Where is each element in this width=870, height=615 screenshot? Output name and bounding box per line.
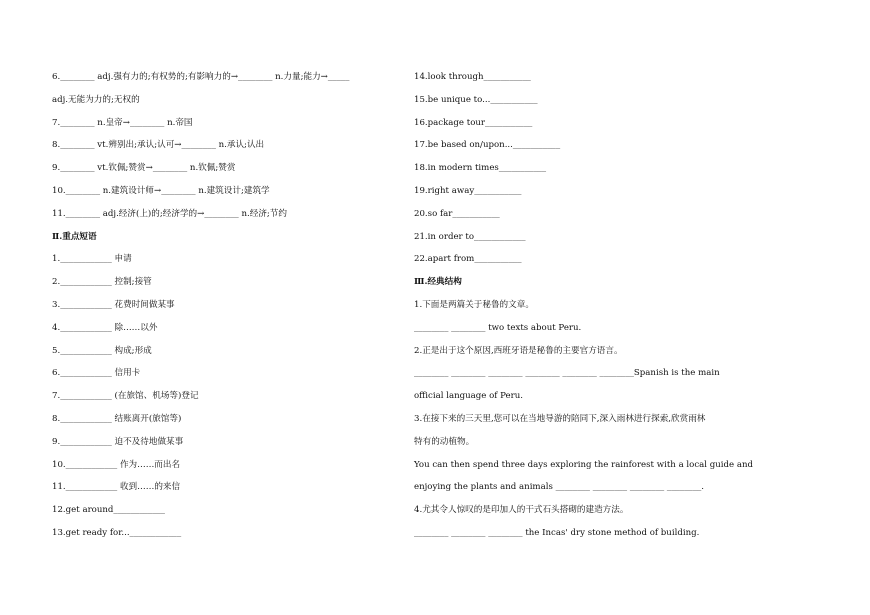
right-line: ________ ________ ________ ________ ________ ________Spanish is the main bbox=[414, 368, 720, 379]
left-line: 7.________ n.皇帝→________ n.帝国 bbox=[52, 117, 193, 128]
right-line: 4.尤其令人惊叹的是印加人的干式石头搭砌的建造方法。 bbox=[414, 505, 629, 516]
left-line: 8.____________ 结账离开(旅馆等) bbox=[52, 414, 182, 424]
right-line: 3.在接下来的三天里,您可以在当地导游的陪同下,深入雨林进行探索,欣赏雨林 bbox=[414, 414, 706, 424]
right-line: 17.be based on/upon...___________ bbox=[414, 140, 561, 151]
right-line: ________ ________ two texts about Peru. bbox=[414, 322, 582, 333]
left-line: 9.________ vt.钦佩;赞赏→________ n.钦佩;赞赏 bbox=[52, 163, 236, 174]
right-line: official language of Peru. bbox=[414, 391, 524, 402]
right-line: 20.so far___________ bbox=[414, 208, 500, 219]
right-line: 1.下面是两篇关于秘鲁的文章。 bbox=[414, 300, 534, 310]
left-line: adj.无能为力的;无权的 bbox=[52, 94, 140, 105]
left-line: 11.________ adj.经济(上)的;经济学的→________ n.经济;节约 bbox=[52, 208, 287, 219]
left-line: 3.____________ 花费时间做某事 bbox=[52, 300, 175, 310]
left-line: 10.________ n.建筑设计师→________ n.建筑设计;建筑学 bbox=[52, 186, 270, 196]
right-line: 特有的动植物。 bbox=[414, 436, 475, 447]
right-line: 18.in modern times___________ bbox=[414, 163, 547, 174]
left-line: 6.____________ 信用卡 bbox=[52, 368, 141, 379]
right-line: 21.in order to____________ bbox=[414, 231, 526, 242]
right-line: 22.apart from___________ bbox=[414, 254, 522, 265]
right-line: You can then spend three days exploring the rainforest with a local guide and bbox=[414, 459, 754, 470]
left-line: 4.____________ 除……以外 bbox=[52, 322, 158, 333]
left-line: 9.____________ 迫不及待地做某事 bbox=[52, 436, 184, 447]
right-line: 2.正是出于这个原因,西班牙语是秘鲁的主要官方语言。 bbox=[414, 345, 623, 356]
right-line: 15.be unique to...___________ bbox=[414, 94, 538, 105]
right-line: 16.package tour___________ bbox=[414, 117, 533, 128]
left-line: 12.get around____________ bbox=[52, 505, 165, 516]
right-line: 19.right away___________ bbox=[414, 186, 522, 196]
left-section-heading: Ⅱ.重点短语 bbox=[52, 231, 97, 242]
left-line: 11.____________ 收到……的来信 bbox=[52, 482, 181, 493]
right-line: 14.look through___________ bbox=[414, 72, 531, 82]
right-line: enjoying the plants and animals ________ ________ ________ ________. bbox=[414, 482, 705, 493]
left-line: 6.________ adj.强有力的;有权势的;有影响力的→________ n.力量;能力→_____ bbox=[52, 72, 350, 82]
left-line: 13.get ready for...____________ bbox=[52, 528, 182, 538]
right-section-heading: Ⅲ.经典结构 bbox=[414, 277, 462, 288]
left-line: 1.____________ 申请 bbox=[52, 254, 132, 265]
left-line: 10.____________ 作为……而出名 bbox=[52, 459, 181, 470]
left-line: 8.________ vt.辨别出;承认;认可→________ n.承认;认出 bbox=[52, 140, 265, 151]
right-line: ________ ________ ________ the Incas' dry stone method of building. bbox=[414, 528, 700, 538]
left-line: 2.____________ 控制;接管 bbox=[52, 277, 152, 288]
left-line: 7.____________ (在旅馆、机场等)登记 bbox=[52, 391, 199, 402]
left-line: 5.____________ 构成;形成 bbox=[52, 345, 152, 356]
